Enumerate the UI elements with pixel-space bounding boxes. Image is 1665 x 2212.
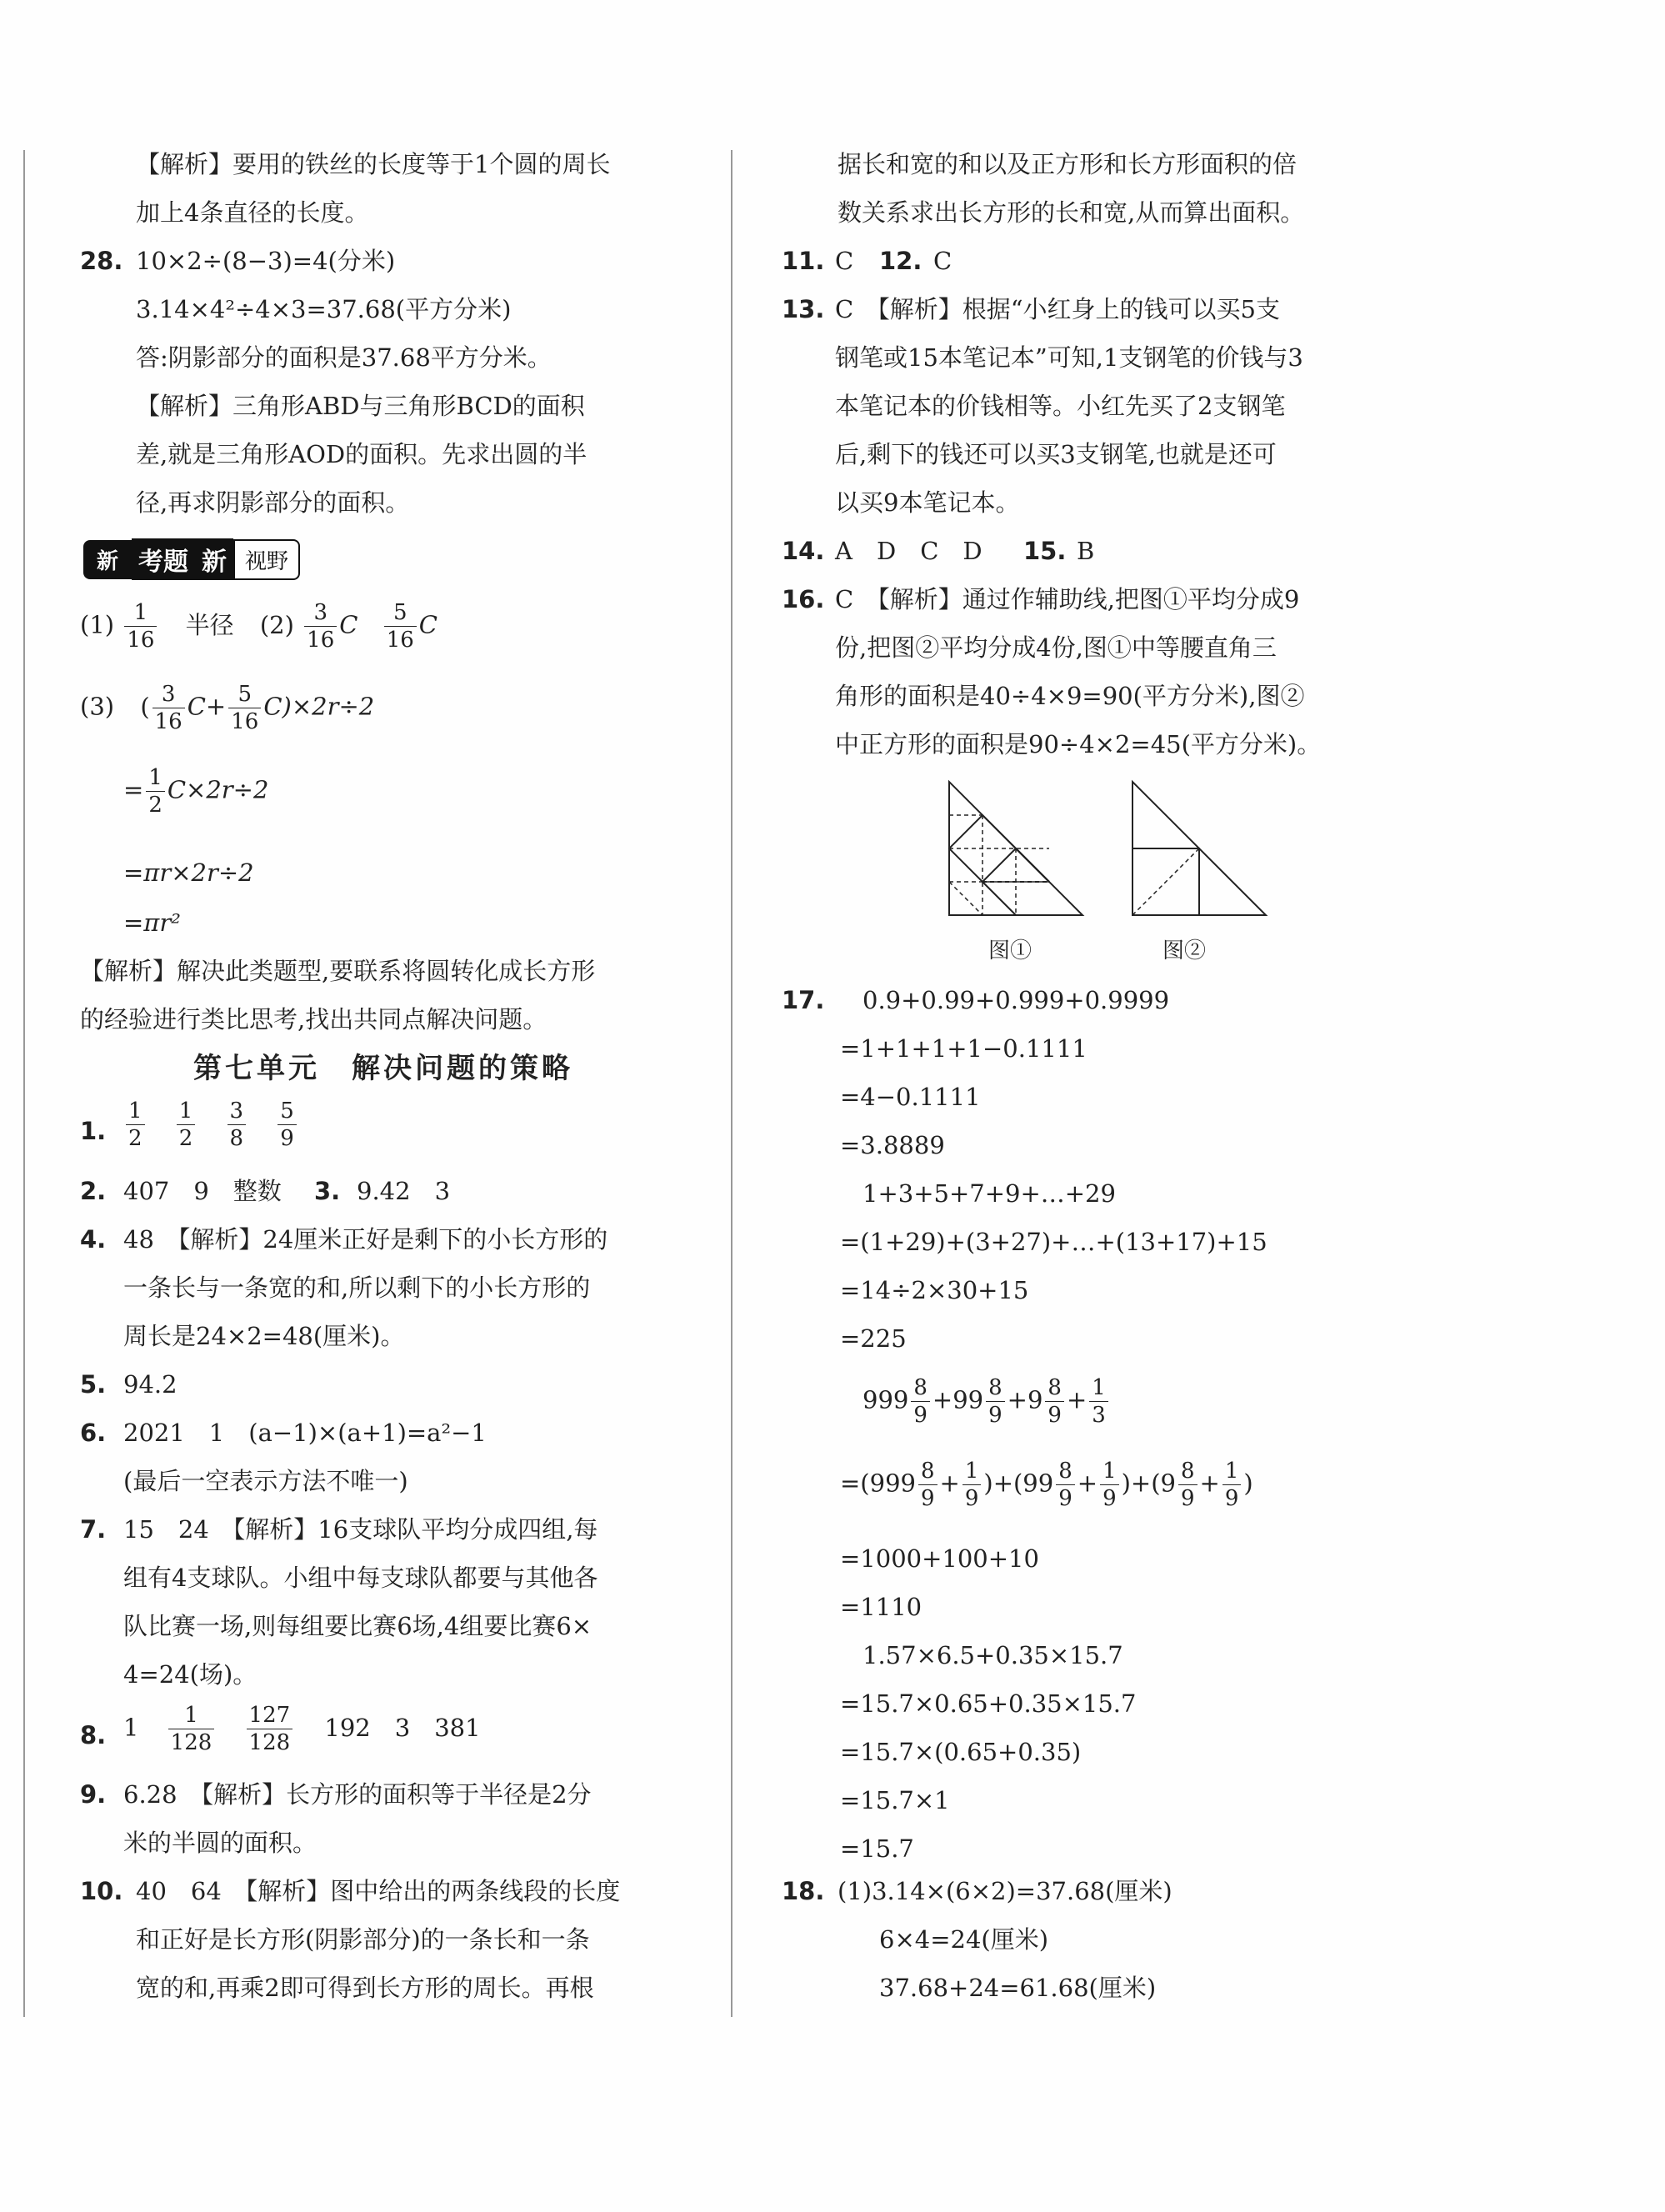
- q17-number: 17.: [782, 986, 825, 1014]
- c1-frac-2: $\frac{8}{9}$: [986, 1377, 1005, 1426]
- p3-frac-2: $\frac{5}{16}$: [228, 683, 261, 733]
- banner-new-2: 新: [195, 538, 233, 580]
- q17-a4: =3.8889: [840, 1131, 945, 1159]
- problem-3-step-3: =πr²: [123, 908, 181, 937]
- banner-new-1: 新: [83, 540, 132, 579]
- c2-s3: )+(99: [983, 1469, 1054, 1498]
- q9-line-2: 米的半圆的面积。: [123, 1829, 318, 1857]
- q13-line-2: 钢笔或15本笔记本”可知,1支钢笔的价钱与3: [835, 343, 1303, 372]
- q1-frac-1: $\frac{1}{2}$: [126, 1100, 145, 1149]
- q17-c4: =1110: [840, 1593, 922, 1621]
- q9-number: 9.: [80, 1780, 107, 1809]
- c1-99: +99: [932, 1385, 984, 1414]
- q2-number: 2.: [80, 1177, 107, 1205]
- q6-line-1: 2021 1 (a−1)×(a+1)=a²−1: [123, 1419, 487, 1447]
- problem-expl-2: 的经验进行类比思考,找出共同点解决问题。: [80, 1005, 548, 1033]
- q28-line-3: 答:阴影部分的面积是37.68平方分米。: [136, 343, 552, 372]
- q5-answer: 94.2: [123, 1370, 178, 1399]
- problem-3: [80, 683, 374, 733]
- center-column-rule: [731, 150, 732, 2017]
- q15-answer: B: [1077, 537, 1095, 565]
- q12-number: 12.: [879, 247, 922, 275]
- q17-d1: 1.57×6.5+0.35×15.7: [862, 1641, 1123, 1669]
- q16-line-1: C 【解析】通过作辅助线,把图①平均分成9: [835, 585, 1300, 613]
- banner-view: 视野: [233, 539, 300, 580]
- q6-number: 6.: [80, 1419, 107, 1447]
- problem-expl-1: 【解析】解决此类题型,要联系将圆转化成长方形: [80, 957, 596, 985]
- q10-line-2: 和正好是长方形(阴影部分)的一条长和一条: [136, 1925, 590, 1954]
- problem-1-2: [80, 602, 438, 651]
- p1-label: (1): [80, 610, 115, 639]
- q4-line-1: 48 【解析】24厘米正好是剩下的小长方形的: [123, 1225, 608, 1254]
- q13-line-5: 以买9本笔记本。: [835, 488, 1020, 517]
- q6-line-2: (最后一空表示方法不唯一): [123, 1467, 408, 1495]
- q8-rest: 192 3 381: [324, 1713, 481, 1742]
- q2-answer: 407 9 整数: [123, 1177, 282, 1205]
- p2-frac-1: $\frac{3}{16}$: [304, 602, 337, 651]
- q18-line-1: (1)3.14×(6×2)=37.68(厘米): [838, 1877, 1172, 1905]
- q17-d5: =15.7: [840, 1834, 914, 1863]
- q7-line-1: 15 24 【解析】16支球队平均分成四组,每: [123, 1515, 598, 1544]
- banner-exam: 考题: [132, 538, 195, 580]
- q1-number: 1.: [80, 1117, 107, 1145]
- q18-number: 18.: [782, 1877, 825, 1905]
- c2-s2: +: [939, 1469, 960, 1498]
- q17-c3: =1000+100+10: [840, 1544, 1039, 1573]
- q17-d3: =15.7×(0.65+0.35): [840, 1738, 1082, 1766]
- q16-line-4: 中正方形的面积是90÷4×2=45(平方分米)。: [835, 730, 1322, 758]
- figure-1-caption: 图①: [988, 938, 1032, 963]
- p3-open: (: [140, 692, 150, 721]
- q15-number: 15.: [1023, 537, 1067, 565]
- unit-heading: 第七单元 解决问题的策略: [193, 1052, 573, 1085]
- q4-number: 4.: [80, 1225, 107, 1254]
- p3-label: (3): [80, 692, 115, 721]
- q28-expl-1: 【解析】三角形ABD与三角形BCD的面积: [136, 392, 585, 420]
- q14-number: 14.: [782, 537, 825, 565]
- c2-frac-3: $\frac{8}{9}$: [1056, 1460, 1075, 1509]
- q7-number: 7.: [80, 1515, 107, 1544]
- left-margin-rule: [23, 150, 25, 2017]
- q13-line-4: 后,剩下的钱还可以买3支钢笔,也就是还可: [835, 440, 1277, 468]
- p3-tail: C)×2r÷2: [263, 692, 375, 721]
- new-exam-banner: [83, 542, 300, 577]
- q17-b1: 1+3+5+7+9+…+29: [862, 1179, 1116, 1208]
- q28-number: 28.: [80, 247, 123, 275]
- left-line-2: 加上4条直径的长度。: [136, 198, 369, 227]
- c2-frac-5: $\frac{8}{9}$: [1178, 1460, 1198, 1509]
- q1-frac-3: $\frac{3}{8}$: [228, 1100, 247, 1149]
- c2-frac-4: $\frac{1}{9}$: [1100, 1460, 1119, 1509]
- q7-line-2: 组有4支球队。小组中每支球队都要与其他各: [123, 1564, 598, 1592]
- figure-2-diagram: [1129, 778, 1271, 920]
- q12-answer: C: [933, 247, 952, 275]
- q1-frac-4: $\frac{5}{9}$: [278, 1100, 297, 1149]
- c2-frac-1: $\frac{8}{9}$: [918, 1460, 938, 1509]
- problem-3-step-1: [123, 767, 268, 816]
- left-line-1: 【解析】要用的铁丝的长度等于1个圆的周长: [136, 150, 611, 178]
- c1-9: +9: [1007, 1385, 1043, 1414]
- q17-d2: =15.7×0.65+0.35×15.7: [840, 1689, 1137, 1718]
- q28-expl-3: 径,再求阴影部分的面积。: [136, 488, 410, 517]
- p1-radius: 半径: [185, 610, 234, 639]
- c2-frac-6: $\frac{1}{9}$: [1222, 1460, 1242, 1509]
- q1-frac-2: $\frac{1}{2}$: [177, 1100, 196, 1149]
- q1-fractions: [123, 1100, 299, 1149]
- problem-3-step-2: =πr×2r÷2: [123, 858, 254, 887]
- p2-label: (2): [259, 610, 294, 639]
- c2-s7: ): [1243, 1469, 1253, 1498]
- p4-eq: =: [123, 775, 144, 804]
- q10-number: 10.: [80, 1877, 123, 1905]
- q28-line-2: 3.14×4²÷4×3=37.68(平方分米): [136, 295, 512, 323]
- q7-line-3: 队比赛一场,则每组要比赛6场,4组要比赛6×: [123, 1612, 592, 1640]
- c2-frac-2: $\frac{1}{9}$: [962, 1460, 982, 1509]
- q9-line-1: 6.28 【解析】长方形的面积等于半径是2分: [123, 1780, 592, 1809]
- q17-b3: =14÷2×30+15: [840, 1276, 1029, 1304]
- q17-a3: =4−0.1111: [840, 1083, 981, 1111]
- q8-first: 1: [123, 1713, 139, 1742]
- q17-b4: =225: [840, 1324, 907, 1353]
- figure-1-diagram: [946, 778, 1088, 920]
- q13-line-3: 本笔记本的价钱相等。小红先买了2支钢笔: [835, 392, 1286, 420]
- q18-line-3: 37.68+24=61.68(厘米): [879, 1974, 1157, 2002]
- c2-s4: +: [1077, 1469, 1098, 1498]
- c2-s1: =(999: [840, 1469, 916, 1498]
- q5-number: 5.: [80, 1370, 107, 1399]
- q17-b2: =(1+29)+(3+27)+…+(13+17)+15: [840, 1228, 1268, 1256]
- q17-c1: [862, 1377, 1111, 1426]
- q10-line-1: 40 64 【解析】图中给出的两条线段的长度: [136, 1877, 621, 1905]
- c2-s5: )+(9: [1121, 1469, 1176, 1498]
- q11-answer: C: [835, 247, 854, 275]
- p1-frac-1: $\frac{1}{16}$: [124, 602, 157, 651]
- q14-answer: A D C D: [835, 537, 982, 565]
- q16-number: 16.: [782, 585, 825, 613]
- p2-c1: C: [339, 610, 358, 639]
- q13-number: 13.: [782, 295, 825, 323]
- q8-frac-2: $\frac{127}{128}$: [247, 1704, 293, 1754]
- q7-line-4: 4=24(场)。: [123, 1660, 258, 1689]
- right-line-1: 据长和宽的和以及正方形和长方形面积的倍: [838, 150, 1298, 178]
- q8-frac-1: $\frac{1}{128}$: [168, 1704, 215, 1754]
- c2-s6: +: [1199, 1469, 1220, 1498]
- q11-number: 11.: [782, 247, 825, 275]
- c1-frac-3: $\frac{8}{9}$: [1045, 1377, 1064, 1426]
- c1-plus: +: [1066, 1385, 1088, 1414]
- q16-line-3: 角形的面积是40÷4×9=90(平方分米),图②: [835, 682, 1305, 710]
- q10-line-3: 宽的和,再乘2即可得到长方形的周长。再根: [136, 1974, 594, 2002]
- c1-999: 999: [862, 1385, 909, 1414]
- figure-2-caption: 图②: [1162, 938, 1207, 963]
- q28-expl-2: 差,就是三角形AOD的面积。先求出圆的半: [136, 440, 588, 468]
- q3-number: 3.: [314, 1177, 341, 1205]
- q4-line-2: 一条长与一条宽的和,所以剩下的小长方形的: [123, 1274, 591, 1302]
- q16-line-2: 份,把图②平均分成4份,图①中等腰直角三: [835, 633, 1277, 662]
- q3-answer: 9.42 3: [357, 1177, 451, 1205]
- p3-frac-1: $\frac{3}{16}$: [152, 683, 185, 733]
- right-line-2: 数关系求出长方形的长和宽,从而算出面积。: [838, 198, 1305, 227]
- p3-mid: C+: [187, 692, 227, 721]
- q8-answer: [123, 1704, 481, 1754]
- q17-c2: [840, 1460, 1253, 1509]
- p2-frac-2: $\frac{5}{16}$: [384, 602, 417, 651]
- q8-number: 8.: [80, 1721, 107, 1749]
- q4-line-3: 周长是24×2=48(厘米)。: [123, 1322, 405, 1350]
- q17-a2: =1+1+1+1−0.1111: [840, 1034, 1088, 1063]
- p4-tail: C×2r÷2: [167, 775, 269, 804]
- q17-d4: =15.7×1: [840, 1786, 950, 1814]
- q28-line-1: 10×2÷(8−3)=4(分米): [136, 247, 396, 275]
- q17-a1: 0.9+0.99+0.999+0.9999: [862, 986, 1170, 1014]
- p4-frac: $\frac{1}{2}$: [146, 767, 165, 816]
- q13-line-1: C 【解析】根据“小红身上的钱可以买5支: [835, 295, 1280, 323]
- p2-c2: C: [418, 610, 438, 639]
- q18-line-2: 6×4=24(厘米): [879, 1925, 1049, 1954]
- c1-frac-4: $\frac{1}{3}$: [1089, 1377, 1108, 1426]
- c1-frac-1: $\frac{8}{9}$: [911, 1377, 930, 1426]
